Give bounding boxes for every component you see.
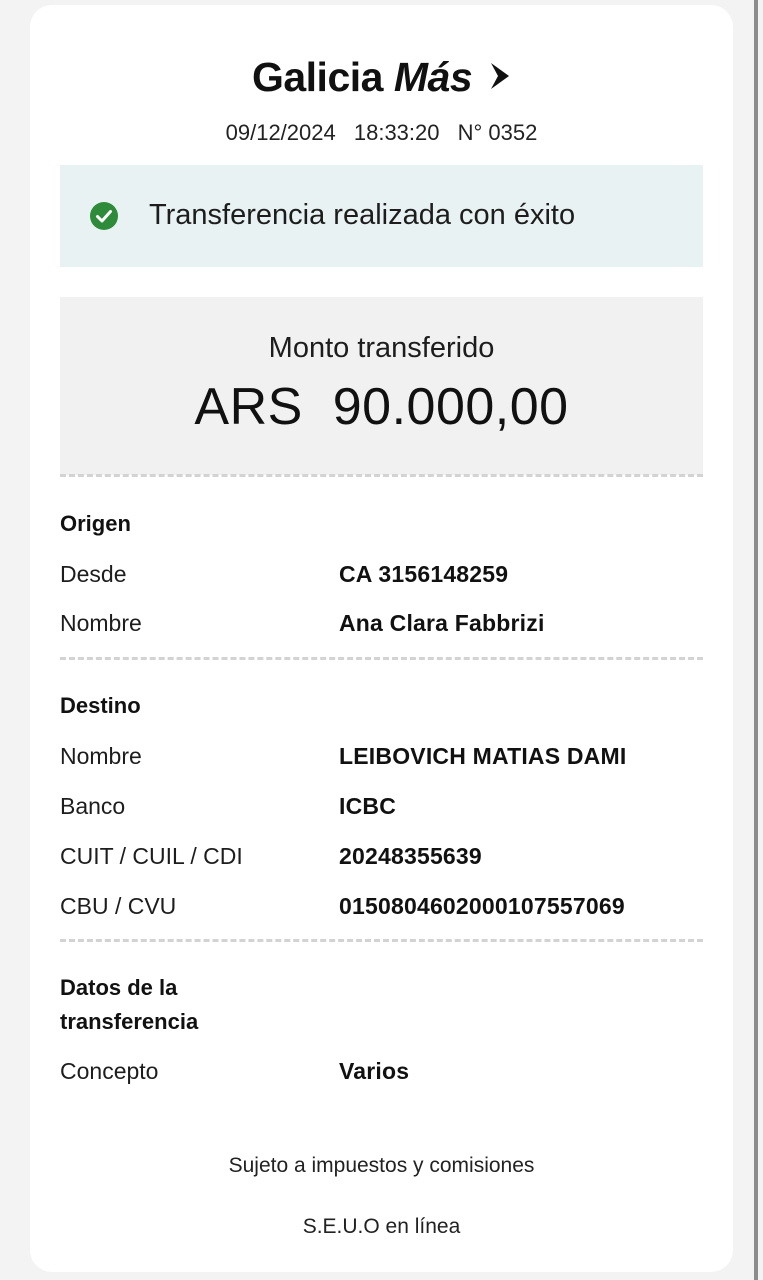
origin-from-value: CA 3156148259: [339, 561, 509, 587]
receipt-time: 18:33:20: [353, 120, 440, 145]
divider: [60, 474, 703, 477]
amount-label: Monto transferido: [268, 332, 495, 364]
receipt-meta: [30, 120, 733, 146]
destination-cbu-value: 0150804602000107557069: [339, 893, 625, 919]
transfer-data-title-line1: Datos de la: [60, 975, 178, 1000]
divider: [60, 657, 703, 660]
brand-chevron-icon: [489, 55, 511, 99]
seuo-note: S.E.U.O en línea: [302, 1215, 461, 1238]
taxes-note: Sujeto a impuestos y comisiones: [228, 1154, 535, 1177]
destination-bank-label: Banco: [60, 793, 126, 819]
concept-value: Varios: [339, 1058, 410, 1084]
receipt-card: [30, 5, 733, 1272]
brand-main-text: Galicia: [251, 54, 383, 100]
origin-name-label: Nombre: [60, 610, 142, 636]
destination-name-label: Nombre: [60, 743, 142, 769]
concept-label: Concepto: [60, 1058, 159, 1084]
origin-name-value: Ana Clara Fabbrizi: [339, 610, 545, 636]
brand-logo: [30, 55, 733, 99]
success-message: Transferencia realizada con éxito: [149, 199, 576, 231]
receipt-date: 09/12/2024: [225, 120, 336, 145]
check-circle-icon: [90, 202, 118, 230]
origin-title: Origen: [60, 511, 131, 536]
destination-cuit-label: CUIT / CUIL / CDI: [60, 843, 243, 869]
origin-from-label: Desde: [60, 561, 127, 587]
success-banner: [60, 165, 703, 267]
destination-cuit-value: 20248355639: [339, 843, 482, 869]
destination-name-value: LEIBOVICH MATIAS DAMI: [339, 743, 627, 769]
transfer-data-title-line2: transferencia: [60, 1009, 199, 1034]
destination-cbu-label: CBU / CVU: [60, 893, 177, 919]
divider: [60, 939, 703, 942]
destination-title: Destino: [60, 693, 141, 718]
amount-value: ARS 90.000,00: [194, 378, 569, 436]
brand-accent-text: Más: [393, 54, 473, 100]
destination-bank-value: ICBC: [339, 793, 397, 819]
receipt-number: N° 0352: [457, 120, 538, 145]
amount-panel: [60, 297, 703, 475]
scrollbar[interactable]: [754, 0, 758, 1280]
